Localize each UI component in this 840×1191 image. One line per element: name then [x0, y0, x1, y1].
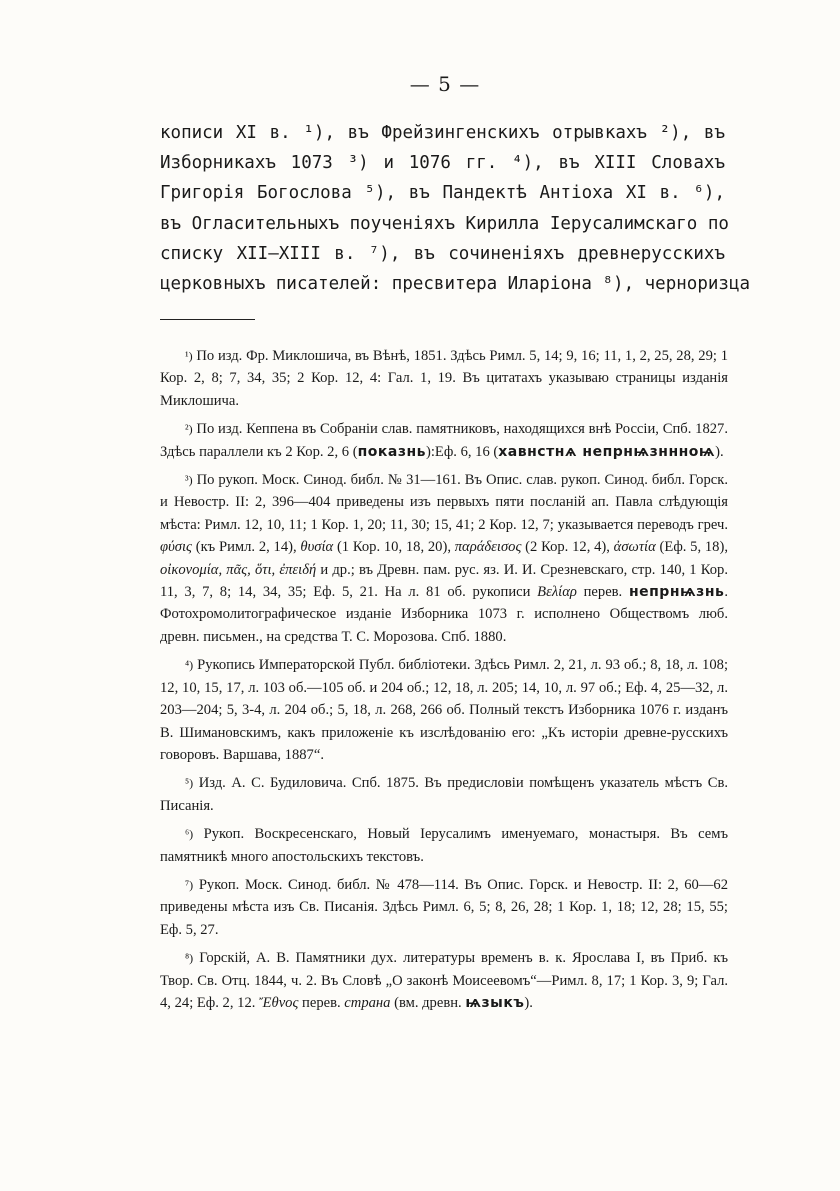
footnote-mark: ¹) — [185, 349, 193, 363]
footnote-text: По изд. Фр. Миклошича, въ Вѣнѣ, 1851. Здѣсь Римл. 5, 14; 9, 16; 11, 1, 2, 25, 28, 29; 1 Кор. 2, 8; 7, 34, 35; 2 Кор. 12, 4: Гал. 1, 19. Въ цитатахъ указываю страницы изданія Миклошича. — [160, 348, 728, 409]
greek-word: Ἔθνος — [259, 994, 299, 1011]
footnotes — [160, 345, 728, 1020]
church-slavonic-word: непрнѩзнь — [628, 584, 725, 601]
footnote-text: перев. — [298, 994, 345, 1011]
footnote-text: . Фотохромолитографическое изданіе Изборника 1073 г. исполнено Обществомъ люб. древн. письмен., на средства Т. С. Морозова. Спб. 1880. — [160, 584, 728, 645]
footnote-4 — [160, 654, 728, 766]
footnote-1 — [160, 345, 728, 412]
footnote-8 — [160, 947, 728, 1014]
greek-word: οἰκονομία, πᾶς, ὅτι, ἐπειδή — [160, 561, 317, 578]
main-text-line: Григорія Богослова ⁵), въ Пандектѣ Антіоха XI в. ⁶), — [160, 183, 725, 204]
footnote-text: ). — [715, 443, 724, 460]
italic-word: страна — [344, 994, 391, 1011]
footnote-text: Рукоп. Воскресенскаго, Новый Іерусалимъ именуемаго, монастыря. Въ семъ памятникѣ много апостольскихъ текстовъ. — [160, 826, 728, 865]
footnote-mark: ²) — [185, 422, 193, 437]
footnote-text: Рукоп. Моск. Синод. библ. № 478—114. Въ Опис. Горск. и Невостр. II: 2, 60—62 приведены мѣста изъ Св. Писанія. Здѣсь Римл. 6, 5; 8, 26, 28; 1 Кор. 1, 18; 12, 28; 15, 55; Еф. 5, 27. — [160, 876, 728, 938]
footnote-text: По рукоп. Моск. Синод. библ. № 31—161. Въ Опис. слав. рукоп. Синод. библ. Горск. и Невостр. II: 2, 396—404 приведены изъ первыхъ пяти посланій ап. Павла слѣдующія мѣста: Римл. 12, 10, 11; 1 Кор. 1, 20; 11, 30; 15, 41; 2 Кор. 12, 7; указывается переводъ греч. — [160, 472, 728, 533]
footnote-5 — [160, 772, 728, 817]
main-text-line: списку XII—XIII в. ⁷), въ сочиненіяхъ древнерусскихъ — [160, 243, 725, 264]
church-slavonic-word: показнь — [357, 443, 426, 460]
footnote-mark: ⁷) — [185, 877, 194, 892]
footnote-text: По изд. Кеппена въ Собраніи слав. памятниковъ, находящихся внѣ Россіи, Спб. 1827. Здѣсь параллели къ 2 Кор. 2, 6 ( — [160, 421, 728, 460]
footnote-text: перев. — [576, 584, 629, 601]
footnote-text: Горскій, А. В. Памятники дух. литературы временъ в. к. Ярослава I, въ Приб. къ Твор. Св. Отц. 1844, ч. 2. Въ Словѣ „О законѣ Моисеевомъ“—Римл. 8, 17; 1 Кор. 3, 9; Гал. 4, 24; Еф. 2, 12. — [160, 950, 728, 1011]
main-text-line: Изборникахъ 1073 ³) и 1076 гг. ⁴), въ XIII Словахъ — [160, 153, 725, 174]
footnote-mark: ⁴) — [185, 658, 194, 673]
greek-word: Βελίαρ — [537, 584, 577, 601]
page-number: — 5 — — [409, 72, 481, 96]
footnote-text: Изд. А. С. Будиловича. Спб. 1875. Въ предисловіи помѣщенъ указатель мѣстъ Св. Писанія. — [160, 775, 728, 814]
footnote-6 — [160, 823, 728, 868]
footnote-text: Рукопись Императорской Публ. библіотеки. Здѣсь Римл. 2, 21, л. 93 об.; 8, 18, л. 108; 12, 10, 15, 17, л. 103 об.—105 об. и 204 об.; 12, 18, л. 205; 14, 10, л. 97 об.; Еф. 4, 25—32, л. 203—204; 5, 3-4, л. 204 об.; 5, 18, л. 268, 266 об. Полный текстъ Изборника 1076 г. изданъ В. Шимановскимъ, какъ приложеніе къ изслѣдованію его: „Къ исторіи древне-русскихъ говоровъ. Варшава, 1887“. — [160, 657, 728, 763]
greek-word: παράδεισος — [454, 539, 522, 556]
footnote-3 — [160, 469, 728, 648]
footnote-mark: ⁵) — [185, 776, 194, 791]
greek-word: ἀσωτία — [613, 539, 656, 556]
footnote-7 — [160, 874, 728, 941]
footnote-2 — [160, 418, 728, 463]
main-text-line: кописи XI в. ¹), въ Фрейзингенскихъ отрывкахъ ²), въ — [160, 123, 725, 143]
footnote-text: и др.; въ Древн. пам. рус. яз. И. И. Срезневскаго, стр. 140, 1 Кор. 11, 3, 7, 8; 14, 34, 35; Еф. 5, 21. На л. 81 об. рукописи — [160, 561, 729, 601]
greek-word: θυσία — [300, 539, 334, 556]
footnote-mark: ⁸) — [185, 951, 194, 966]
footnote-text: (къ Римл. 2, 14), — [191, 539, 301, 556]
main-text-line: въ Огласительныхъ поученіяхъ Кирилла Іерусалимскаго по — [160, 213, 729, 234]
footnote-text: (вм. древн. — [390, 994, 466, 1011]
church-slavonic-word: хавнстнѧ непрнѩзннноѩ — [498, 443, 716, 460]
footnote-text: ):Еф. 6, 16 ( — [426, 443, 499, 460]
main-text-line: церковныхъ писателей: пресвитера Иларіона ⁸), черноризца — [160, 274, 751, 295]
footnote-text: (Еф. 5, 18), — [655, 539, 728, 556]
main-text — [160, 118, 751, 299]
footnote-mark: ⁶) — [185, 827, 194, 842]
footnote-text: (2 Кор. 12, 4), — [521, 539, 614, 556]
church-slavonic-word: ѩзыкъ — [465, 994, 525, 1011]
footnote-mark: ³) — [185, 473, 193, 488]
footnote-text: (1 Кор. 10, 18, 20), — [333, 539, 455, 556]
footnote-text: ). — [524, 994, 533, 1011]
greek-word: φύσις — [160, 539, 192, 556]
footnote-separator — [160, 319, 255, 320]
